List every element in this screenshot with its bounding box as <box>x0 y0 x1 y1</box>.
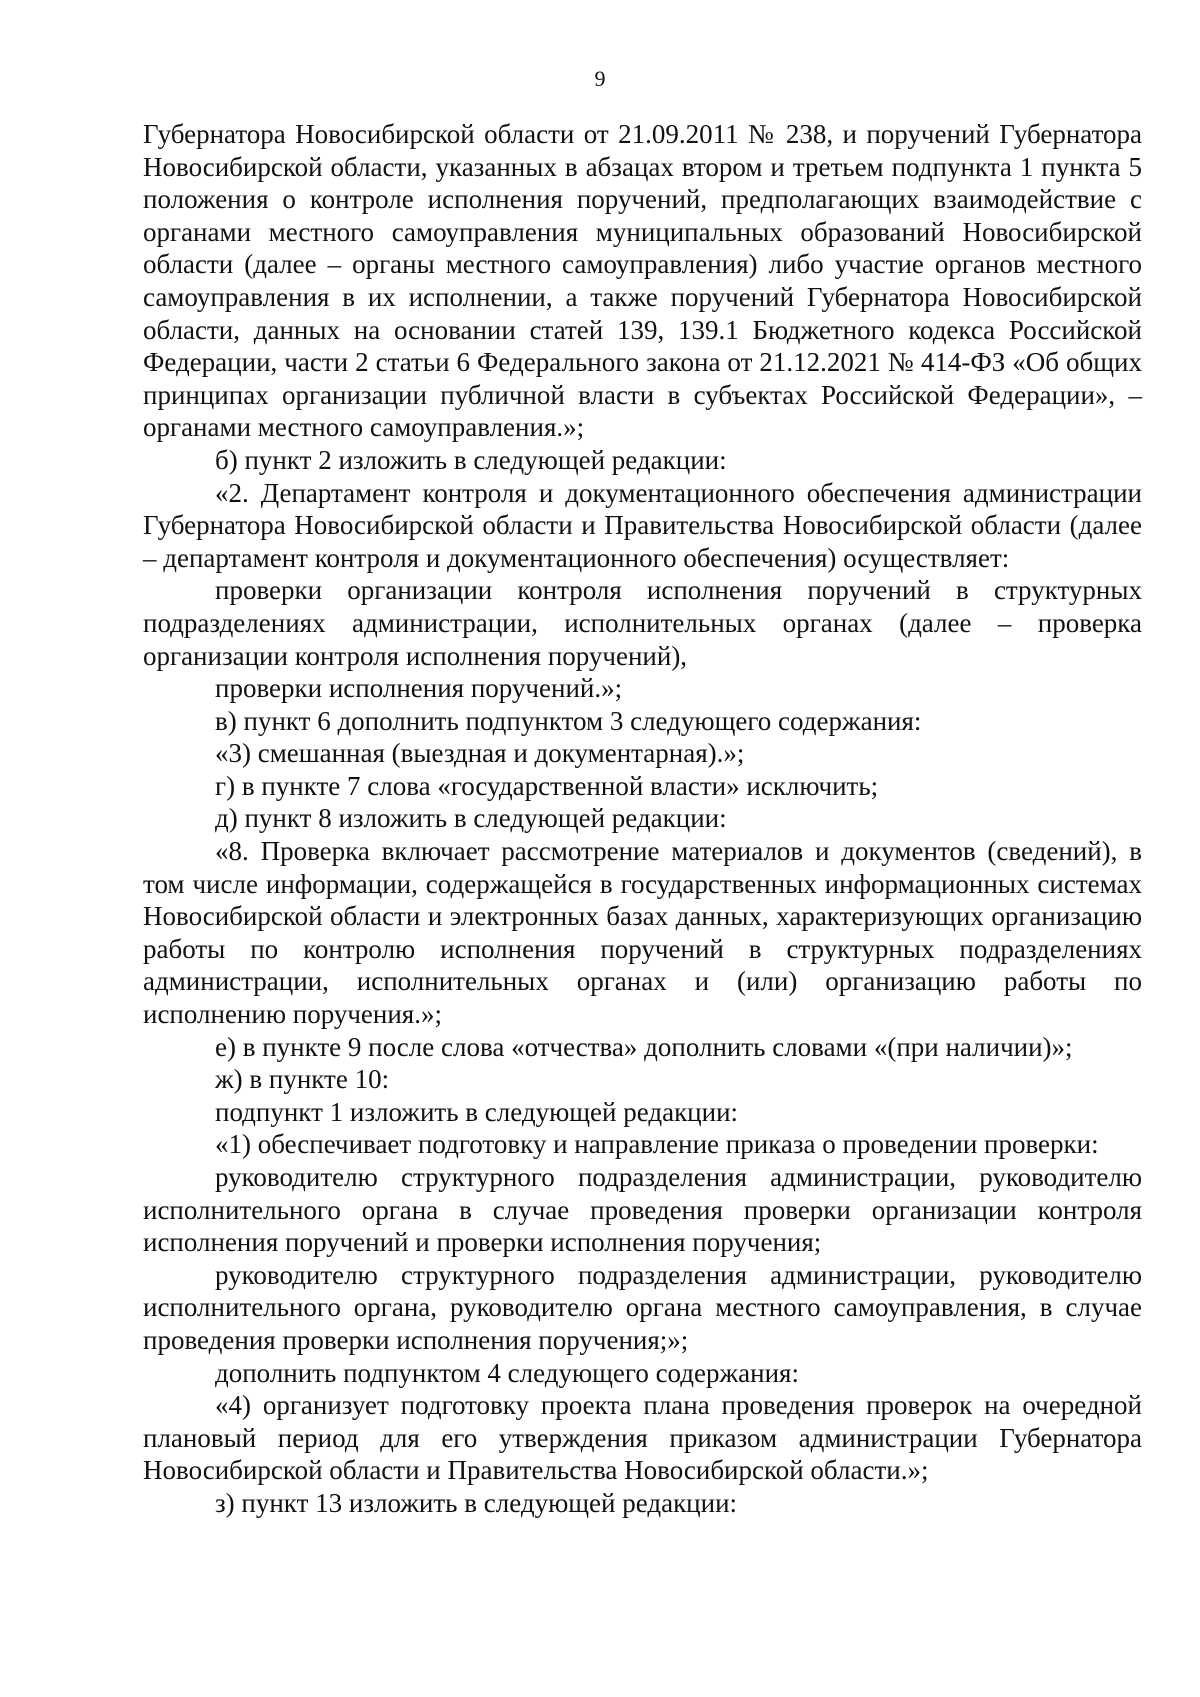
document-body <box>143 118 1142 1520</box>
paragraph: б) пункт 2 изложить в следующей редакции: <box>215 444 727 475</box>
paragraph: руководителю структурного подразделения администрации, руководителю исполнительного органа, руководителю органа местного самоуправления, в случае проведения проверки исполнения поручения;»; <box>143 1259 1142 1355</box>
paragraph: в) пункт 6 дополнить подпунктом 3 следующего содержания: <box>215 705 922 736</box>
paragraph: г) в пункте 7 слова «государственной власти» исключить; <box>215 770 879 801</box>
paragraph: з) пункт 13 изложить в следующей редакции: <box>215 1487 738 1518</box>
paragraph: подпункт 1 изложить в следующей редакции: <box>215 1096 739 1127</box>
paragraph: д) пункт 8 изложить в следующей редакции: <box>215 803 727 834</box>
paragraph: «8. Проверка включает рассмотрение материалов и документов (сведений), в том числе информации, содержащейся в государственных информационных системах Новосибирской области и электронных базах данных, характеризующих организацию работы по контролю исполнения поручений в структурных подразделениях администрации, исполнительных органах и (или) организацию работы по исполнению поручения.»; <box>143 836 1142 1030</box>
paragraph: «3) смешанная (выездная и документарная).»; <box>215 738 745 769</box>
paragraph: е) в пункте 9 после слова «отчества» дополнить словами «(при наличии)»; <box>215 1031 1073 1062</box>
paragraph: «2. Департамент контроля и документационного обеспечения администрации Губернатора Новосибирской области и Правительства Новосибирской области (далее – департамент контроля и документационного обеспечения) осуществляет: <box>143 477 1142 573</box>
paragraph: проверки организации контроля исполнения поручений в структурных подразделениях администрации, исполнительных органах (далее – проверка организации контроля исполнения поручений), <box>143 575 1142 671</box>
paragraph: проверки исполнения поручений.»; <box>215 673 623 704</box>
paragraph: ж) в пункте 10: <box>215 1064 390 1095</box>
paragraph: дополнить подпунктом 4 следующего содержания: <box>215 1357 799 1388</box>
paragraph: «1) обеспечивает подготовку и направление приказа о проведении проверки: <box>215 1129 1099 1160</box>
paragraph: «4) организует подготовку проекта плана проведения проверок на очередной плановый период для его утверждения приказом администрации Губернатора Новосибирской области и Правительства Новосибирской области.»; <box>143 1390 1142 1486</box>
paragraph: Губернатора Новосибирской области от 21.09.2011 № 238, и поручений Губернатора Новосибирской области, указанных в абзацах втором и третьем подпункта 1 пункта 5 положения о контроле исполнения поручений, предполагающих взаимодействие с органами местного самоуправления муниципальных образований Новосибирской области (далее – органы местного самоуправления) либо участие органов местного самоуправления в их исполнении, а также поручений Губернатора Новосибирской области, данных на основании статей 139, 139.1 Бюджетного кодекса Российской Федерации, части 2 статьи 6 Федерального закона от 21.12.2021 № 414-ФЗ «Об общих принципах организации публичной власти в субъектах Российской Федерации», – органами местного самоуправления.»; <box>143 119 1142 443</box>
paragraph: руководителю структурного подразделения администрации, руководителю исполнительного органа в случае проведения проверки организации контроля исполнения поручений и проверки исполнения поручения; <box>143 1162 1142 1258</box>
page-number: 9 <box>594 66 606 91</box>
